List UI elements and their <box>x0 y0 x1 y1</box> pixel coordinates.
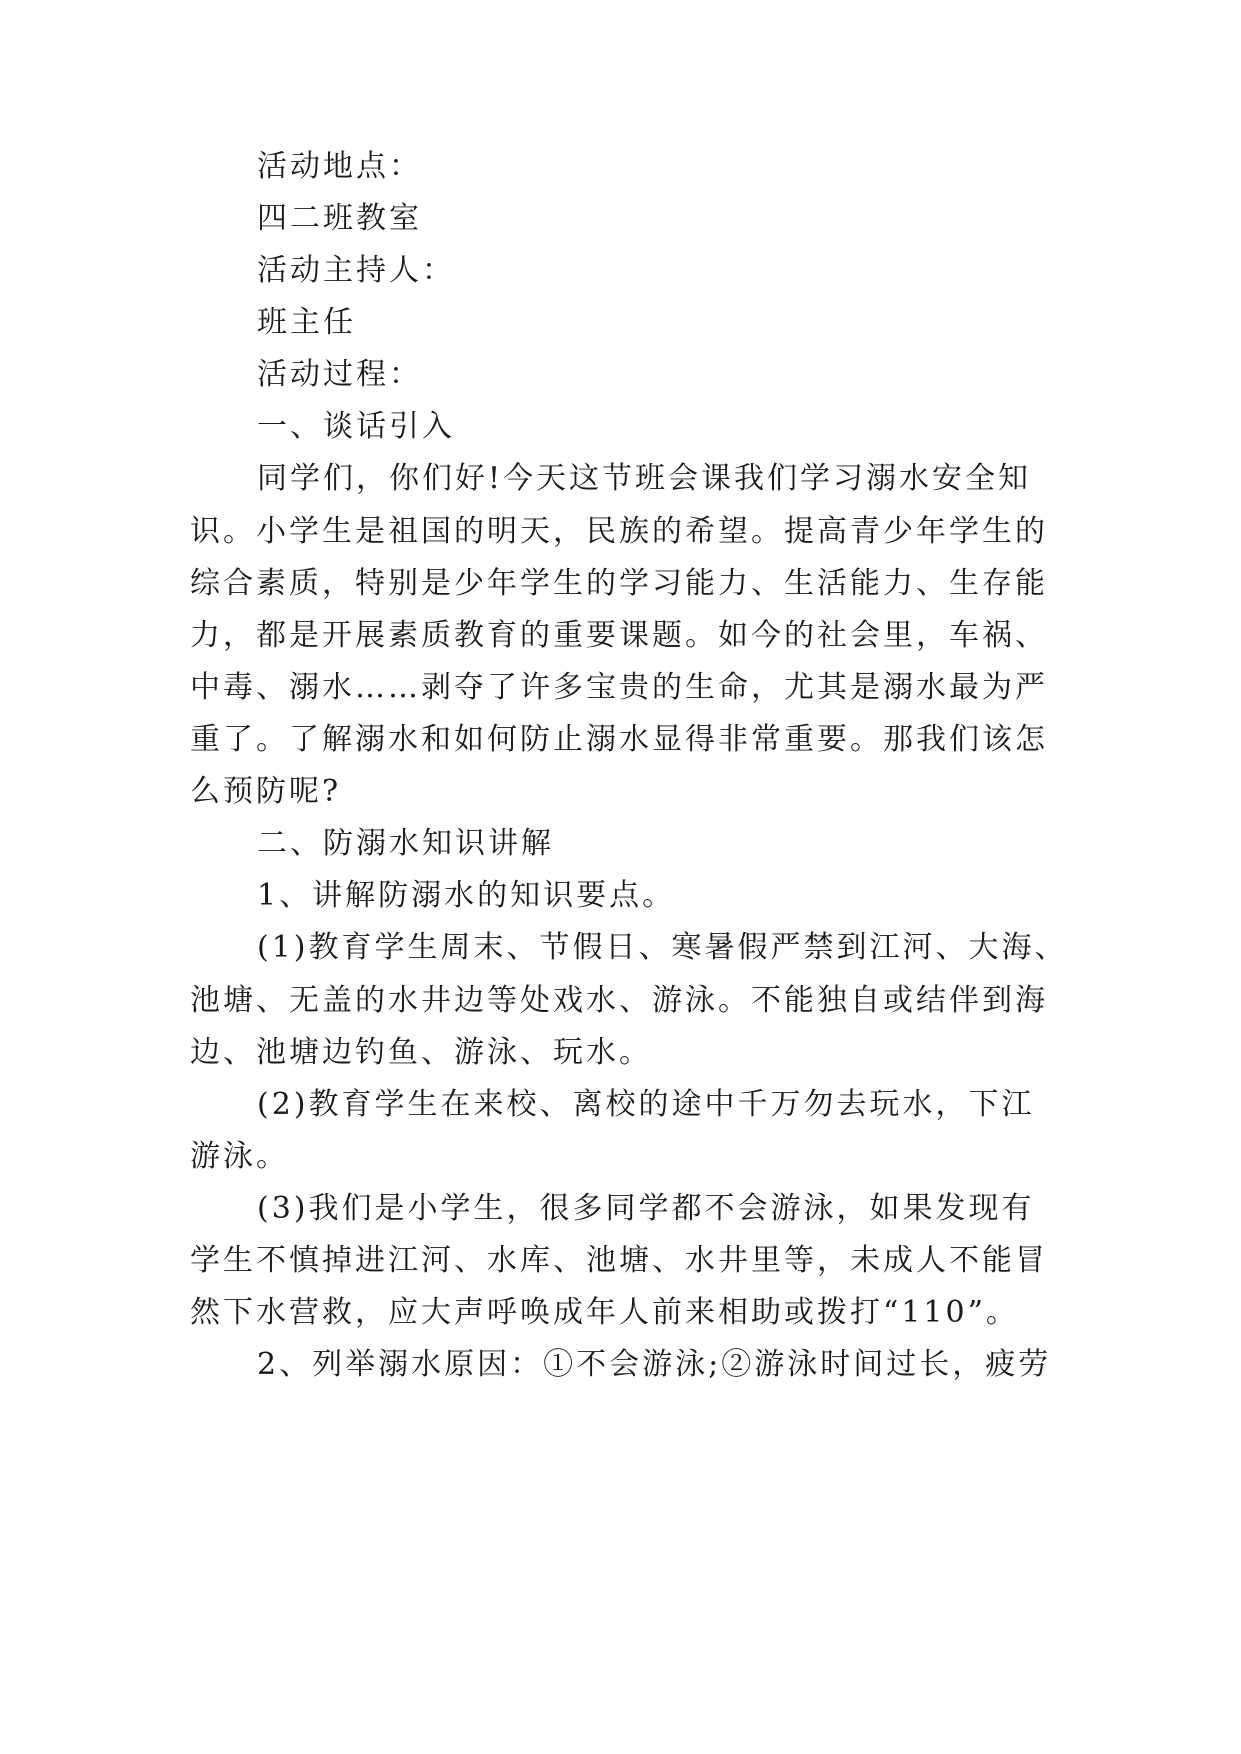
list-item-line: 然下水营救，应大声呼唤成年人前来相助或拨打“110”。 <box>190 1295 1019 1330</box>
paragraph-line: 同学们，你们好!今天这节班会课我们学习溺水安全知 <box>257 461 1032 496</box>
list-item-heading: 1、讲解防溺水的知识要点。 <box>257 878 676 913</box>
host-label: 活动主持人： <box>257 253 455 288</box>
host-value: 班主任 <box>257 305 356 340</box>
list-item-line: (2)教育学生在来校、离校的途中千万勿去玩水，下江 <box>257 1087 1035 1122</box>
location-label: 活动地点： <box>257 149 422 184</box>
location-value: 四二班教室 <box>257 201 422 236</box>
paragraph-line: 识。小学生是祖国的明天，民族的希望。提高青少年学生的 <box>190 514 1048 549</box>
section-heading: 二、防溺水知识讲解 <box>257 826 554 861</box>
paragraph-line: 综合素质，特别是少年学生的学习能力、生活能力、生存能 <box>190 566 1048 601</box>
paragraph-line: 重了。了解溺水和如何防止溺水显得非常重要。那我们该怎 <box>190 722 1048 757</box>
paragraph-line: 力，都是开展素质教育的重要课题。如今的社会里，车祸、 <box>190 618 1048 653</box>
process-label: 活动过程： <box>257 357 422 392</box>
paragraph-line: 么预防呢? <box>190 774 342 809</box>
paragraph-line: 中毒、溺水……剥夺了许多宝贵的生命，尤其是溺水最为严 <box>190 670 1048 705</box>
document-page <box>190 0 1070 1754</box>
list-item-line: 边、池塘边钓鱼、游泳、玩水。 <box>190 1035 652 1070</box>
list-item-line: 学生不慎掉进江河、水库、池塘、水井里等，未成人不能冒 <box>190 1243 1048 1278</box>
list-item-line: 池塘、无盖的水井边等处戏水、游泳。不能独自或结伴到海 <box>190 983 1048 1018</box>
section-heading: 一、谈话引入 <box>257 409 455 444</box>
list-item-line: (1)教育学生周末、节假日、寒暑假严禁到江河、大海、 <box>257 930 1068 965</box>
list-item-line: (3)我们是小学生，很多同学都不会游泳，如果发现有 <box>257 1191 1035 1226</box>
list-item-heading: 2、列举溺水原因：①不会游泳;②游泳时间过长，疲劳 <box>257 1347 1052 1382</box>
list-item-line: 游泳。 <box>190 1139 289 1174</box>
